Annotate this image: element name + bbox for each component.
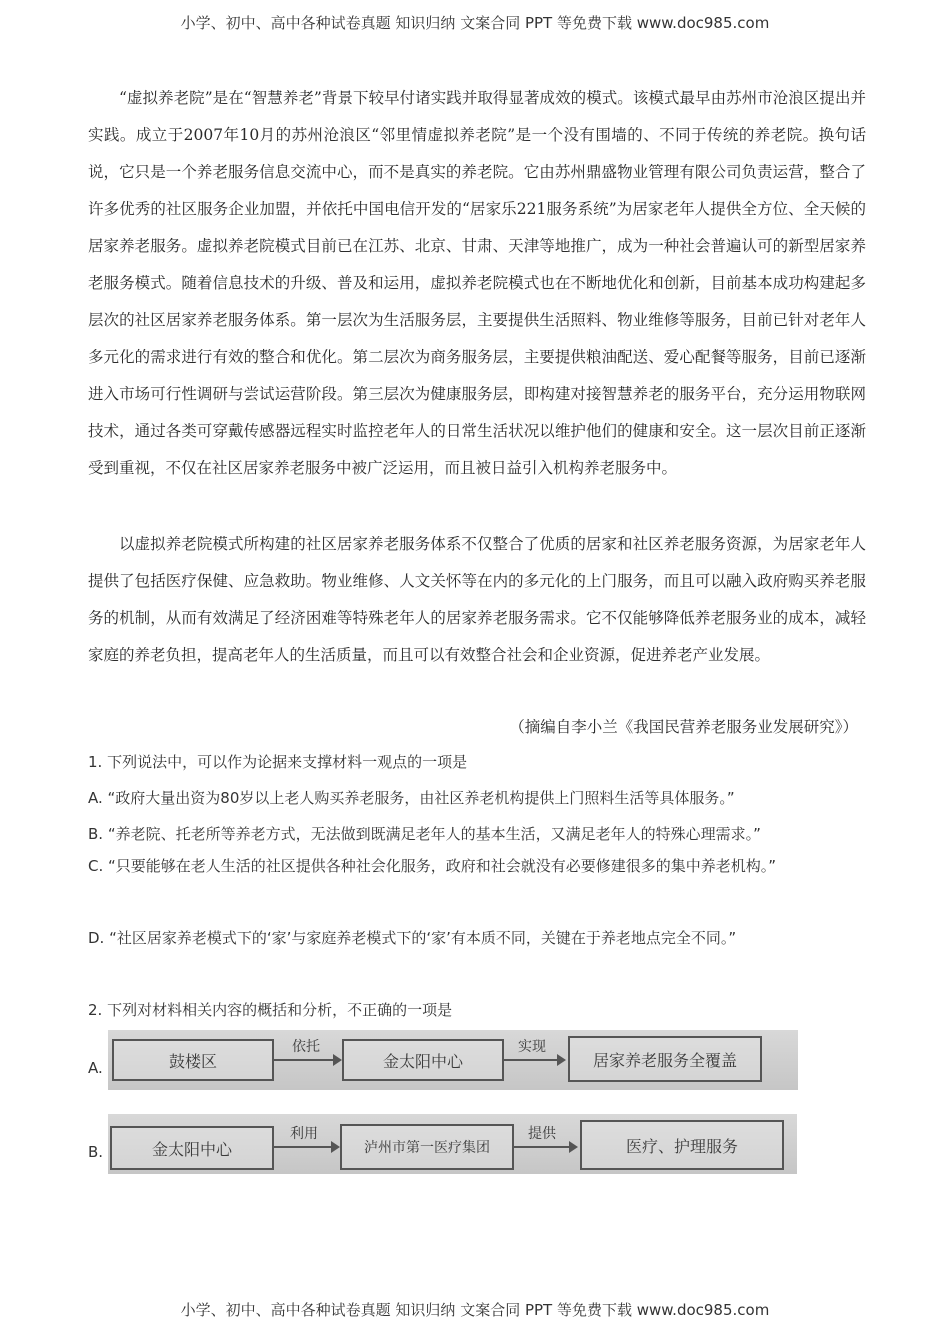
flow-b-arrow-1 xyxy=(274,1146,338,1148)
passage-paragraph-2: 以虚拟养老院模式所构建的社区居家养老服务体系不仅整合了优质的居家和社区养老服务资源，为居家老年人提供了包括医疗保健、应急救助。物业维修、人文关怀等在内的多元化的上门服务，而且可以融入政府购买养老服务的机制，从而有效满足了经济困难等特殊老年人的居家养老服务需求。它不仅能够降低养老服务业的成本，减轻家庭的养老负担，提高老年人的生活质量，而且可以有效整合社会和企业资源，促进养老产业发展。 xyxy=(88,535,866,664)
flow-a-box-3: 居家养老服务全覆盖 xyxy=(568,1036,762,1082)
question-1-stem: 1. 下列说法中，可以作为论据来支撑材料一观点的一项是 xyxy=(88,753,468,771)
flow-b-arrow-2 xyxy=(514,1146,576,1148)
question-2-option-a-label: A. xyxy=(88,1059,103,1077)
flow-a-arrow-2 xyxy=(504,1059,564,1061)
passage-paragraph-1: “虚拟养老院”是在“智慧养老”背景下较早付诸实践并取得显著成效的模式。该模式最早由苏州市沧浪区提出并实践。成立于2007年10月的苏州沧浪区“邻里情虚拟养老院”是一个没有围墙的、不同于传统的养老院。换句话说，它只是一个养老服务信息交流中心，而不是真实的养老院。它由苏州鼎盛物业管理有限公司负责运营，整合了许多优秀的社区服务企业加盟，并依托中国电信开发的“居家乐221服务系统”为居家老年人提供全方位、全天候的居家养老服务。虚拟养老院模式目前已在江苏、北京、甘肃、天津等地推广，成为一种社会普遍认可的新型居家养老服务模式。随着信息技术的升级、普及和运用，虚拟养老院模式也在不断地优化和创新，目前基本成功构建起多层次的社区居家养老服务体系。第一层次为生活服务层，主要提供生活照料、物业维修等服务，目前已针对老年人多元化的需求进行有效的整合和优化。第二层次为商务服务层，主要提供粮油配送、爱心配餐等服务，目前已逐渐进入市场可行性调研与尝试运营阶段。第三层次为健康服务层，即构建对接智慧养老的服务平台，充分运用物联网技术，通过各类可穿戴传感器远程实时监控老年人的日常生活状况以维护他们的健康和安全。这一层次目前正逐渐受到重视，不仅在社区居家养老服务中被广泛运用，而且被日益引入机构养老服务中。 xyxy=(88,89,866,477)
flow-a-link-2: 实现 xyxy=(518,1039,546,1055)
page-footer: 小学、初中、高中各种试卷真题 知识归纳 文案合同 PPT 等免费下载 www.doc985.com xyxy=(180,1301,770,1319)
flow-a-link-1: 依托 xyxy=(292,1039,320,1055)
question-1-option-b: B. “养老院、托老所等养老方式，无法做到既满足老年人的基本生活，又满足老年人的特殊心理需求。” xyxy=(88,825,761,843)
question-1-option-c: C. “只要能够在老人生活的社区提供各种社会化服务，政府和社会就没有必要修建很多的集中养老机构。” xyxy=(88,857,777,875)
question-1-option-a: A. “政府大量出资为80岁以上老人购买养老服务，由社区养老机构提供上门照料生活等具体服务。” xyxy=(88,789,735,807)
flow-a-box-1: 鼓楼区 xyxy=(112,1039,274,1081)
flow-b-box-1: 金太阳中心 xyxy=(110,1126,274,1170)
passage-source: （摘编自李小兰《我国民营养老服务业发展研究》） xyxy=(509,718,858,736)
question-2-option-b-label: B. xyxy=(88,1143,104,1161)
page-header: 小学、初中、高中各种试卷真题 知识归纳 文案合同 PPT 等免费下载 www.doc985.com xyxy=(180,14,770,32)
flow-a-box-2: 金太阳中心 xyxy=(342,1039,504,1081)
flow-a-arrow-1 xyxy=(274,1059,340,1061)
flow-diagram-b xyxy=(108,1114,797,1174)
flow-diagram-a xyxy=(108,1030,798,1090)
flow-b-link-2: 提供 xyxy=(528,1126,556,1142)
question-1-option-d: D. “社区居家养老模式下的‘家’与家庭养老模式下的‘家’有本质不同，关键在于养老地点完全不同。” xyxy=(88,929,737,947)
flow-b-link-1: 利用 xyxy=(290,1126,318,1142)
question-2-stem: 2. 下列对材料相关内容的概括和分析，不正确的一项是 xyxy=(88,1001,453,1019)
flow-b-box-2: 泸州市第一医疗集团 xyxy=(340,1124,514,1170)
flow-b-box-3: 医疗、护理服务 xyxy=(580,1120,784,1170)
